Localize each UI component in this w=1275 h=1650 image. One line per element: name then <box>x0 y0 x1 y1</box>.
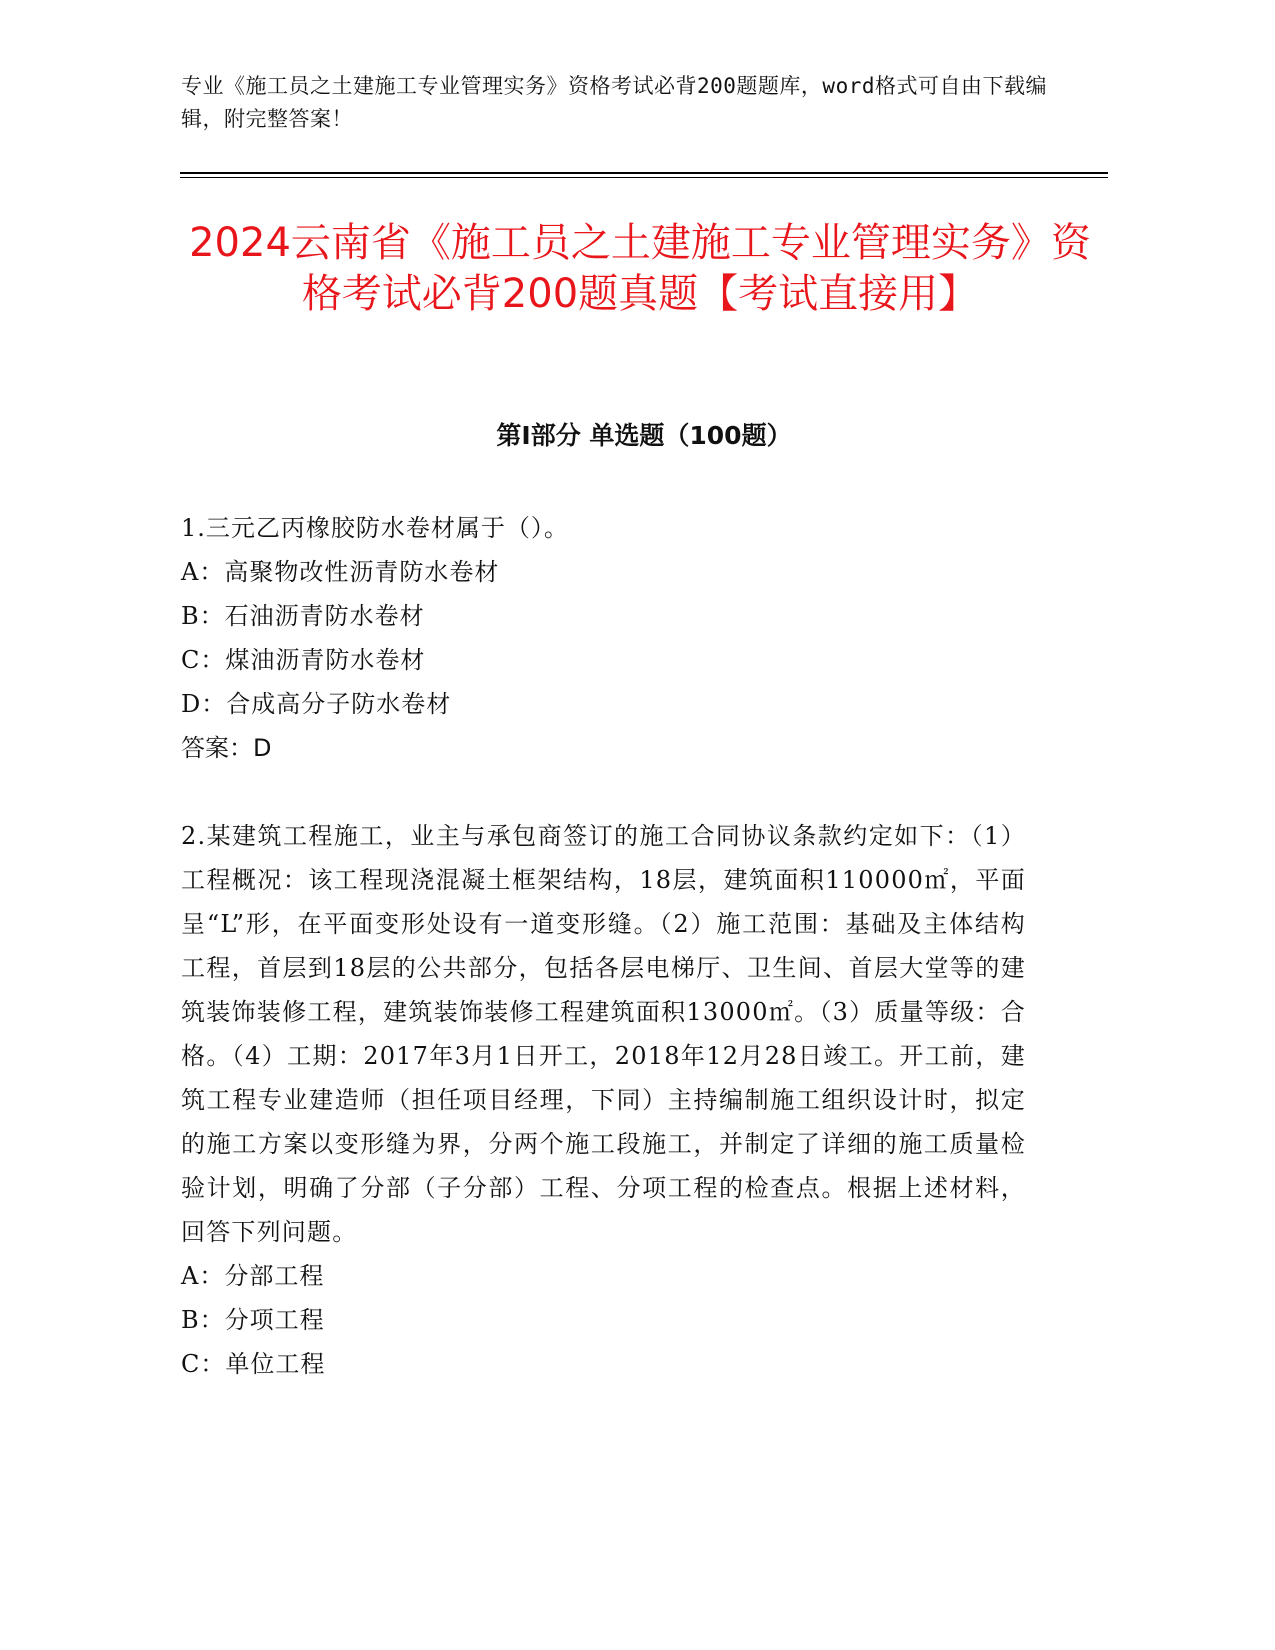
option-b: B：石油沥青防水卷材 <box>181 602 425 630</box>
option-b: B：分项工程 <box>181 1306 325 1334</box>
question-stem: 2.某建筑工程施工，业主与承包商签订的施工合同协议条款约定如下：（1）工程概况：该工程现浇混凝土框架结构，18层，建筑面积110000㎡，平面呈“L”形，在平面变形处设有一道变形缝。（2）施工范围：基础及主体结构工程，首层到18层的公共部分，包括各层电梯厅、卫生间、首层大堂等的建筑装饰装修工程，建筑装饰装修工程建筑面积13000㎡。（3）质量等级：合格。（4）工期：2017年3月1日开工，2018年12月28日竣工。开工前，建筑工程专业建造师（担任项目经理，下同）主持编制施工组织设计时，拟定的施工方案以变形缝为界，分两个施工段施工，并制定了详细的施工质量检验计划，明确了分部（子分部）工程、分项工程的检查点。根据上述材料，回答下列问题。 <box>181 822 1026 1246</box>
option-a: A：高聚物改性沥青防水卷材 <box>181 558 500 586</box>
document-title: 2024云南省《施工员之土建施工专业管理实务》资格考试必背200题真题【考试直接用】 <box>189 220 1091 317</box>
question-stem: 1.三元乙丙橡胶防水卷材属于（）。 <box>181 514 569 542</box>
option-c: C：单位工程 <box>181 1350 326 1378</box>
question-2 <box>181 814 1031 1386</box>
header-note: 专业《施工员之土建施工专业管理实务》资格考试必背200题题库，word格式可自由下载编辑，附完整答案！ <box>181 74 1047 131</box>
question-1 <box>181 506 1031 770</box>
option-a: A：分部工程 <box>181 1262 325 1290</box>
question-list <box>181 506 1031 1386</box>
option-c: C：煤油沥青防水卷材 <box>181 646 426 674</box>
question-spacer <box>181 770 1031 814</box>
header-divider-thick <box>180 172 1108 174</box>
answer: 答案：D <box>181 734 272 762</box>
section-title: 第Ⅰ部分 单选题（100题） <box>496 421 792 450</box>
option-d: D：合成高分子防水卷材 <box>181 690 452 718</box>
header-divider-thin <box>180 177 1108 178</box>
